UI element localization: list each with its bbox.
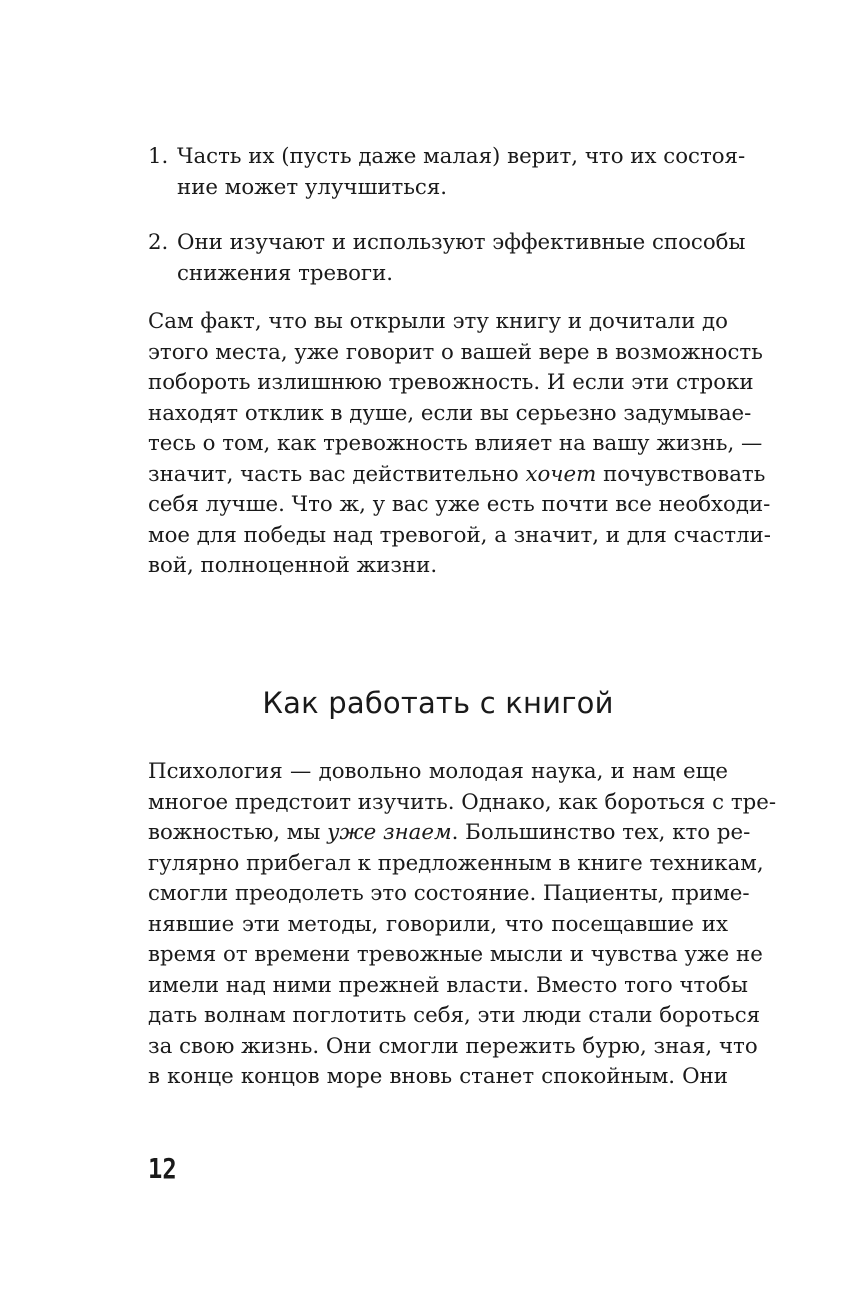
paragraph-line: за свою жизнь. Они смогли пережить бурю, зная, что (148, 1033, 758, 1059)
paragraph-text: . Большинство тех, кто ре- (451, 820, 751, 845)
numbered-list (148, 142, 746, 289)
paragraph-line: Психология — довольно молодая наука, и нам еще (148, 759, 728, 784)
section-heading: Как работать с книгой (262, 686, 614, 720)
paragraph-line: дать волнам поглотить себя, эти люди стали бороться (148, 1003, 761, 1028)
list-item-text-line: ние может улучшиться. (177, 174, 448, 200)
paragraph-line: в конце концов море вновь станет спокойным. Они (148, 1064, 728, 1089)
paragraph-line: побороть излишнюю тревожность. И если эти строки (148, 370, 754, 395)
paragraph-line: находят отклик в душе, если вы серьезно задумывае- (148, 400, 752, 426)
book-page (148, 0, 777, 1311)
body-paragraph (148, 757, 777, 1093)
list-item-text-line: Часть их (пусть даже малая) верит, что их состоя- (177, 144, 746, 169)
paragraph-line: нявшие эти методы, говорили, что посещавшие их (148, 911, 728, 937)
paragraph-line: гулярно прибегал к предложенным в книге техникам, (148, 850, 764, 876)
paragraph-line: смогли преодолеть это состояние. Пациенты, приме- (148, 881, 750, 906)
paragraph-line: время от времени тревожные мысли и чувства уже не (148, 942, 763, 967)
list-item-text-line: Они изучают и используют эффективные способы (177, 230, 746, 255)
paragraph-line: этого места, уже говорит о вашей вере в возможность (148, 339, 763, 365)
paragraph-text: вожностью, мы (148, 820, 328, 845)
paragraph-line: многое предстоит изучить. Однако, как бороться с тре- (148, 789, 777, 815)
paragraph-line (148, 460, 766, 491)
paragraph-line: Сам факт, что вы открыли эту книгу и дочитали до (148, 309, 728, 334)
paragraph-line: себя лучше. Что ж, у вас уже есть почти все необходи- (148, 492, 771, 517)
paragraph-line (148, 818, 751, 849)
list-item-text-line: снижения тревоги. (177, 260, 394, 286)
list-number: 2. (148, 230, 169, 255)
paragraph-text: значит, часть вас действительно (148, 461, 526, 487)
list-number: 1. (148, 144, 169, 169)
body-paragraph (148, 307, 771, 582)
paragraph-line: тесь о том, как тревожность влияет на вашу жизнь, — (148, 431, 763, 456)
page-number: 12 (148, 1152, 177, 1185)
paragraph-line: мое для победы над тревогой, а значит, и для счастли- (148, 522, 771, 548)
paragraph-line: имели над ними прежней власти. Вместо того чтобы (148, 972, 748, 998)
emphasis-text: уже знаем (327, 820, 452, 845)
list-item (148, 142, 746, 203)
paragraph-text: почувствовать (596, 461, 766, 487)
emphasis-text: хочет (525, 461, 597, 487)
list-item (148, 228, 746, 289)
paragraph-line: вой, полноценной жизни. (148, 553, 438, 578)
